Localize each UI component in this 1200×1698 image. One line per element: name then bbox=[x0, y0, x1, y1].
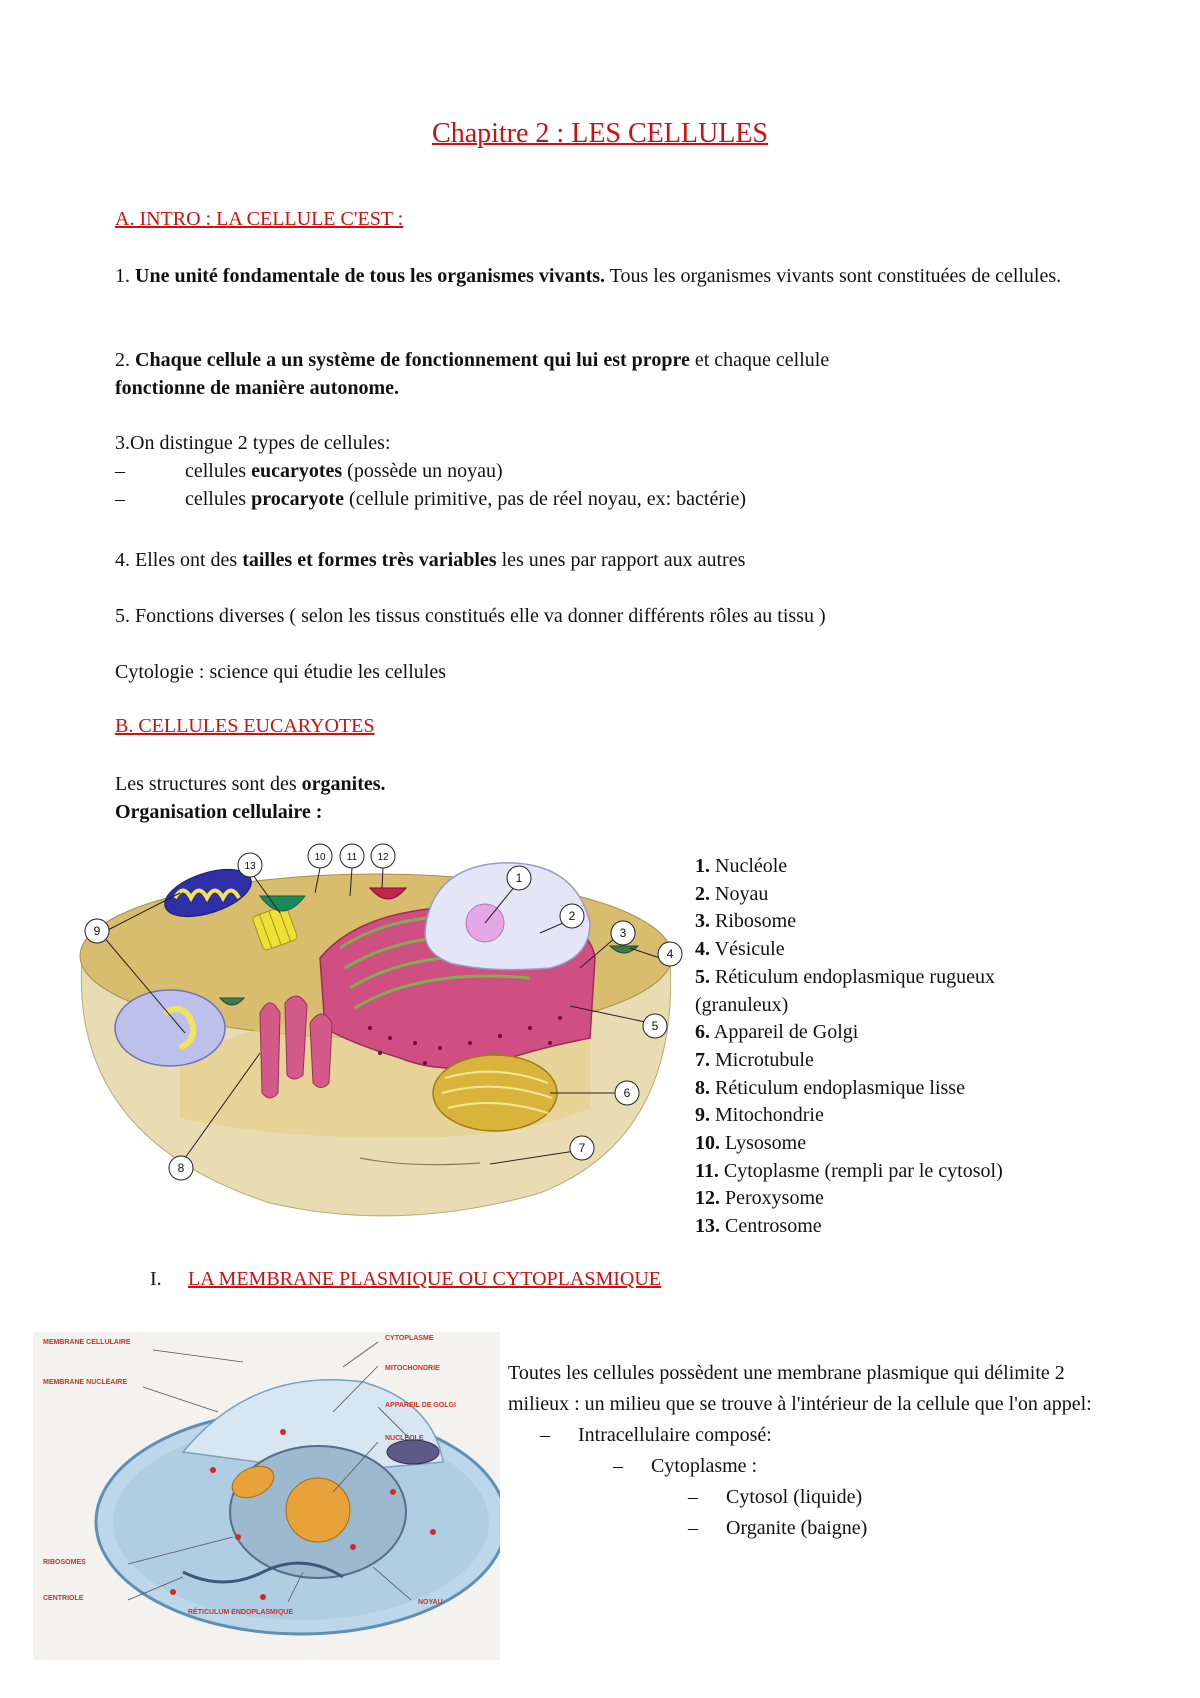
section-i-heading bbox=[150, 1268, 661, 1291]
callout-num-10: 10 bbox=[314, 852, 326, 863]
legend-text: Lysosome bbox=[720, 1132, 807, 1155]
legend-item bbox=[695, 1047, 1003, 1075]
organelle-legend bbox=[695, 853, 1003, 1241]
eukaryotic-cell-diagram bbox=[70, 838, 685, 1218]
item-1-rest: Tous les organismes vivants sont constituées de cellules. bbox=[605, 265, 1062, 287]
label-mitochondrie: MITOCHONDRIE bbox=[385, 1365, 440, 1372]
item-3 bbox=[115, 429, 1095, 513]
cytoplasme-item: Cytoplasme : bbox=[651, 1455, 758, 1477]
dash-bullet: – bbox=[540, 1424, 550, 1446]
item-5: 5. Fonctions diverses ( selon les tissus constitués elle va donner différents rôles au tissu ) bbox=[115, 605, 826, 627]
label-cytoplasme: CYTOPLASME bbox=[385, 1335, 434, 1342]
callout-num-12: 12 bbox=[377, 852, 389, 863]
legend-item bbox=[695, 1213, 1003, 1241]
legend-item bbox=[695, 1102, 1003, 1130]
nucleolus-2 bbox=[286, 1478, 350, 1542]
legend-text: Peroxysome bbox=[720, 1187, 824, 1210]
callout-num-2: 2 bbox=[568, 909, 576, 923]
organisation-label: Organisation cellulaire : bbox=[115, 801, 323, 823]
legend-text: Appareil de Golgi bbox=[710, 1021, 859, 1044]
callout-num-1: 1 bbox=[515, 871, 523, 885]
legend-text: Centrosome bbox=[720, 1215, 822, 1238]
legend-item bbox=[695, 1158, 1003, 1186]
type-2-pre: cellules bbox=[185, 488, 252, 510]
legend-number: 6. bbox=[695, 1021, 710, 1044]
legend-number: 5. bbox=[695, 965, 710, 988]
membrane-paragraph: Toutes les cellules possèdent une membrane plasmique qui délimite 2 milieux : un milieu que se trouve à l'intérieur de la cellule que l'on appel: bbox=[508, 1362, 1092, 1415]
cytosol-item: Cytosol (liquide) bbox=[726, 1486, 863, 1508]
section-i-label: LA MEMBRANE PLASMIQUE OU CYTOPLASMIQUE bbox=[188, 1268, 661, 1290]
legend-number: 8. bbox=[695, 1076, 710, 1099]
item-2-num: 2. bbox=[115, 349, 135, 371]
legend-number: 9. bbox=[695, 1104, 710, 1127]
legend-text: Ribosome bbox=[710, 910, 797, 933]
legend-number: 2. bbox=[695, 882, 710, 905]
item-4-rest: les unes par rapport aux autres bbox=[496, 549, 746, 571]
item-3-intro: 3.On distingue 2 types de cellules: bbox=[115, 432, 391, 454]
callout-num-11: 11 bbox=[346, 852, 358, 863]
legend-number: 1. bbox=[695, 855, 710, 877]
golgi-2 bbox=[387, 1440, 439, 1464]
legend-item bbox=[695, 908, 1003, 936]
section-b-intro bbox=[115, 770, 1095, 826]
item-4-bold: tailles et formes très variables bbox=[242, 549, 497, 571]
callout-num-3: 3 bbox=[619, 926, 627, 940]
legend-text: Réticulum endoplasmique lisse bbox=[710, 1076, 965, 1099]
label-nucleole: NUCLÉOLE bbox=[385, 1435, 424, 1442]
legend-number: 7. bbox=[695, 1048, 710, 1071]
type-2-bold: procaryote bbox=[251, 488, 345, 510]
list-level-2 bbox=[508, 1451, 1108, 1482]
legend-text: Réticulum endoplasmique rugueux bbox=[710, 965, 995, 988]
legend-number: 4. bbox=[695, 938, 710, 961]
legend-text: Nucléole bbox=[710, 855, 788, 877]
legend-number: 11. bbox=[695, 1159, 719, 1182]
legend-item bbox=[695, 1019, 1003, 1047]
legend-item bbox=[695, 1130, 1003, 1158]
item-2-mid: et chaque cellule bbox=[689, 349, 830, 371]
organites-pre: Les structures sont des bbox=[115, 773, 302, 795]
legend-number: 10. bbox=[695, 1132, 720, 1155]
organites-bold: organites. bbox=[301, 773, 386, 795]
legend-item bbox=[695, 881, 1003, 909]
callout-num-6: 6 bbox=[623, 1086, 631, 1100]
callout-num-5: 5 bbox=[651, 1019, 659, 1033]
type-1-rest: (possède un noyau) bbox=[342, 460, 503, 482]
callout-num-4: 4 bbox=[666, 947, 674, 961]
list-level-1 bbox=[508, 1420, 1108, 1451]
type-1-pre: cellules bbox=[185, 460, 252, 482]
item-2 bbox=[115, 346, 1095, 402]
legend-text: Microtubule bbox=[710, 1048, 814, 1071]
item-1 bbox=[115, 262, 1095, 290]
legend-item bbox=[695, 936, 1003, 964]
item-3-type-1 bbox=[115, 457, 1095, 485]
callout-num-7: 7 bbox=[578, 1141, 586, 1155]
label-appareil-golgi: APPAREIL DE GOLGI bbox=[385, 1402, 456, 1409]
legend-text: Vésicule bbox=[710, 938, 785, 961]
cytologie-definition: Cytologie : science qui étudie les cellules bbox=[115, 661, 447, 683]
type-1-bold: eucaryotes bbox=[251, 460, 343, 482]
section-a-heading: A. INTRO : LA CELLULE C'EST : bbox=[115, 208, 404, 230]
legend-number: 3. bbox=[695, 910, 710, 933]
cell-membrane-figure bbox=[33, 1332, 500, 1660]
intracellulaire-item: Intracellulaire composé: bbox=[578, 1424, 772, 1446]
legend-text: Noyau bbox=[710, 882, 769, 905]
dash-bullet: – bbox=[688, 1486, 698, 1508]
label-membrane-cellulaire: MEMBRANE CELLULAIRE bbox=[43, 1339, 131, 1346]
label-reticulum: RÉTICULUM ENDOPLASMIQUE bbox=[188, 1609, 293, 1616]
callout-num-8: 8 bbox=[177, 1161, 185, 1175]
section-b-heading: B. CELLULES EUCARYOTES bbox=[115, 715, 375, 737]
callout-num-9: 9 bbox=[93, 924, 101, 938]
item-3-type-2 bbox=[115, 485, 1095, 513]
legend-text: (granuleux) bbox=[695, 993, 789, 1016]
item-4-pre: 4. Elles ont des bbox=[115, 549, 243, 571]
label-membrane-nucleaire: MEMBRANE NUCLÉAIRE bbox=[43, 1379, 127, 1386]
legend-text: Mitochondrie bbox=[710, 1104, 824, 1127]
legend-item bbox=[695, 992, 1003, 1020]
section-i-number: I. bbox=[150, 1268, 162, 1290]
mitochondria-cut bbox=[115, 990, 225, 1066]
legend-number: 13. bbox=[695, 1215, 720, 1238]
organite-item: Organite (baigne) bbox=[726, 1517, 868, 1539]
item-2-bold1: Chaque cellule a un système de fonctionnement qui lui est propre bbox=[135, 349, 690, 371]
item-1-bold: Une unité fondamentale de tous les organismes vivants. bbox=[135, 265, 606, 287]
page-title: Chapitre 2 : LES CELLULES bbox=[432, 118, 768, 149]
legend-item bbox=[695, 1185, 1003, 1213]
membrane-description bbox=[508, 1358, 1108, 1544]
label-ribosomes: RIBOSOMES bbox=[43, 1559, 86, 1566]
legend-item bbox=[695, 1075, 1003, 1103]
dash-bullet: – bbox=[115, 488, 125, 510]
dash-bullet: – bbox=[613, 1455, 623, 1477]
dash-bullet: – bbox=[688, 1517, 698, 1539]
type-2-rest: (cellule primitive, pas de réel noyau, ex: bactérie) bbox=[344, 488, 747, 510]
dash-bullet: – bbox=[115, 460, 125, 482]
organites-line bbox=[115, 770, 1095, 798]
label-centriole: CENTRIOLE bbox=[43, 1595, 84, 1602]
organisation-line bbox=[115, 798, 1095, 826]
item-1-num: 1. bbox=[115, 265, 135, 287]
legend-text: Cytoplasme (rempli par le cytosol) bbox=[718, 1159, 1003, 1182]
legend-item bbox=[695, 964, 1003, 992]
item-4 bbox=[115, 546, 1095, 574]
list-level-3 bbox=[508, 1482, 1108, 1513]
legend-item bbox=[695, 853, 1003, 881]
label-noyau: NOYAU bbox=[418, 1599, 443, 1606]
legend-number: 12. bbox=[695, 1187, 720, 1210]
callout-num-13: 13 bbox=[244, 861, 256, 872]
list-level-3 bbox=[508, 1513, 1108, 1544]
item-2-bold2: fonctionne de manière autonome. bbox=[115, 377, 400, 399]
